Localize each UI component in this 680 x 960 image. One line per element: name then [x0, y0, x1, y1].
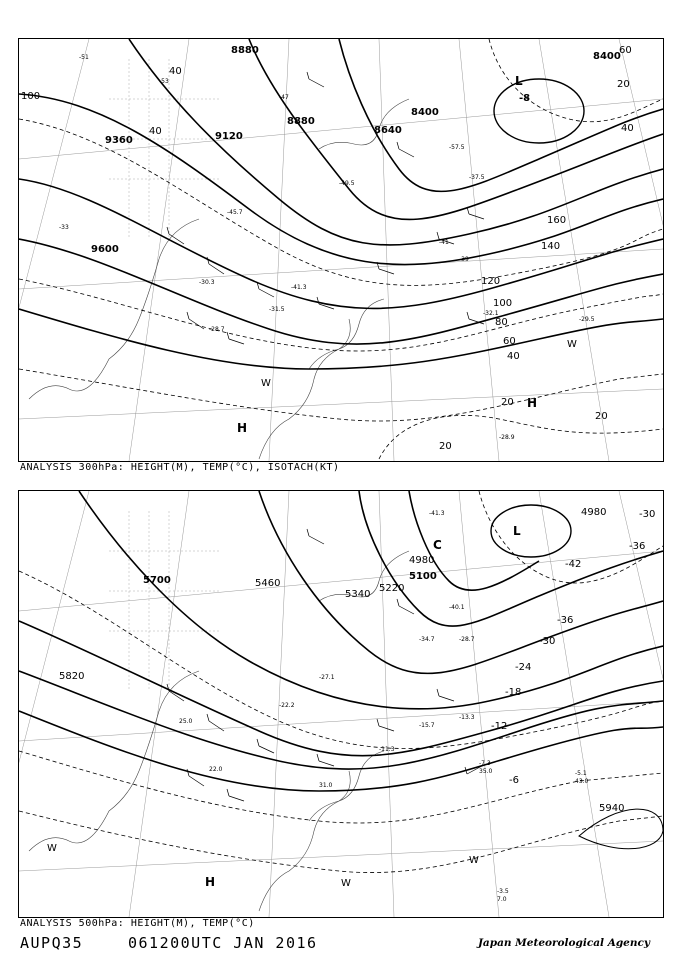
high-pressure-marker: H — [205, 875, 216, 889]
temp-value: -37.5 — [469, 174, 485, 181]
height-label: 5940 — [599, 803, 625, 814]
temp-value: -47 — [279, 94, 289, 101]
isotherm-label: -42 — [565, 559, 582, 570]
temp-value: -32.1 — [483, 310, 499, 317]
temp-value: -40.1 — [449, 604, 465, 611]
isotherm-label: -30 — [639, 509, 656, 520]
warm-marker: W — [567, 339, 577, 350]
isotherms-500 — [19, 491, 663, 873]
chart-time: 061200UTC JAN 2016 — [128, 934, 318, 952]
temp-value: -39 — [459, 256, 469, 263]
temp-value: -13.3 — [459, 714, 475, 721]
temp-value: -27.1 — [319, 674, 335, 681]
isotach-label: 60 — [503, 336, 516, 347]
isotach-label: 20 — [439, 441, 452, 452]
isotach-label: 100 — [21, 91, 41, 102]
height-label: 5340 — [345, 589, 371, 600]
isotach-label: 60 — [619, 45, 632, 56]
isotach-label: 20 — [501, 397, 514, 408]
map-300hpa-canvas — [19, 39, 663, 461]
isotach-label: 40 — [621, 123, 634, 134]
chart-id: AUPQ35 — [20, 934, 84, 952]
temp-value: -8 — [519, 93, 531, 104]
low-center-contour — [491, 505, 571, 557]
height-label: 5100 — [409, 571, 437, 582]
wind-barbs-500 — [167, 529, 482, 801]
height-label: 5220 — [379, 583, 405, 594]
temp-value: 22.0 — [209, 766, 223, 773]
height-label: 8640 — [374, 125, 402, 136]
temp-value: -28.7 — [459, 636, 475, 643]
temp-value: -11.3 — [379, 746, 395, 753]
temp-value: -3.5 — [497, 888, 509, 895]
height-label: 4980 — [409, 555, 435, 566]
temp-value: -49.5 — [339, 180, 355, 187]
temp-value: 31.0 — [319, 782, 333, 789]
height-label: 9120 — [215, 131, 243, 142]
height-contours-500 — [19, 491, 663, 791]
temp-value: -5.1 — [575, 770, 587, 777]
height-label: 9360 — [105, 135, 133, 146]
height-label: 4980 — [581, 507, 607, 518]
height-label: 8880 — [231, 45, 259, 56]
low-pressure-marker: L — [513, 524, 521, 538]
isotach-label: 20 — [595, 411, 608, 422]
isotach-label: 120 — [481, 276, 501, 287]
warm-marker: W — [47, 843, 57, 854]
isotach-label: 40 — [507, 351, 520, 362]
warm-marker: W — [341, 878, 351, 889]
map-panel-500hpa — [18, 490, 664, 918]
height-label: 8400 — [593, 51, 621, 62]
height-label: 9600 — [91, 244, 119, 255]
warm-marker: W — [469, 855, 479, 866]
map-500hpa-canvas — [19, 491, 663, 917]
temp-value: 35.0 — [479, 768, 493, 775]
isotach-label: 160 — [547, 215, 567, 226]
temp-value: -31.5 — [269, 306, 285, 313]
temp-value: -28.9 — [499, 434, 515, 441]
temp-value: -41.3 — [429, 510, 445, 517]
low-center-contour — [494, 79, 584, 143]
temp-value: -7.3 — [479, 760, 491, 767]
isotherm-label: -36 — [629, 541, 646, 552]
isotherm-label: -24 — [515, 662, 532, 673]
isotach-label: 100 — [493, 298, 513, 309]
temp-value: 43.0 — [575, 778, 589, 785]
isotach-label: 40 — [169, 66, 182, 77]
height-contours-300 — [19, 39, 663, 369]
height-label: 5700 — [143, 575, 171, 586]
warm-marker: W — [261, 378, 271, 389]
isotach-label: 80 — [495, 317, 508, 328]
temp-value: -22.2 — [279, 702, 295, 709]
graticule-500 — [19, 491, 663, 917]
temp-value: 7.0 — [497, 896, 507, 903]
caption-500hpa: ANALYSIS 500hPa: HEIGHT(M), TEMP(°C) — [20, 918, 255, 929]
isotherm-label: -36 — [557, 615, 574, 626]
isotach-label: 40 — [149, 126, 162, 137]
map-panel-300hpa — [18, 38, 664, 462]
temp-value: -53 — [159, 78, 169, 85]
temp-value: -29.5 — [579, 316, 595, 323]
height-label: 8880 — [287, 116, 315, 127]
high-pressure-marker: H — [237, 421, 248, 435]
isotherm-label: -12 — [491, 721, 508, 732]
temp-value: -41 — [439, 239, 449, 246]
isotherm-label: -30 — [539, 636, 556, 647]
cold-marker: C — [433, 538, 442, 552]
height-label: 5820 — [59, 671, 85, 682]
height-label: 8400 — [411, 107, 439, 118]
temp-value: -28.7 — [209, 326, 225, 333]
isotach-label: 140 — [541, 241, 561, 252]
temp-value: -15.7 — [419, 722, 435, 729]
temp-value: -34.7 — [419, 636, 435, 643]
low-pressure-marker: L — [515, 74, 523, 88]
temp-value: 25.0 — [179, 718, 193, 725]
height-label: 5460 — [255, 578, 281, 589]
temp-value: -41.3 — [291, 284, 307, 291]
temp-value: -51 — [79, 54, 89, 61]
isotherm-label: -18 — [505, 687, 522, 698]
caption-300hpa: ANALYSIS 300hPa: HEIGHT(M), TEMP(°C), ISOTACH(KT) — [20, 462, 340, 473]
isotherm-label: -6 — [509, 775, 519, 786]
temp-value: -30.3 — [199, 279, 215, 286]
temp-value: -57.5 — [449, 144, 465, 151]
temp-value: -45.7 — [227, 209, 243, 216]
temp-value: -33 — [59, 224, 69, 231]
agency-name: Japan Meteorological Agency — [477, 937, 650, 949]
high-pressure-marker: H — [527, 396, 538, 410]
isotach-label: 20 — [617, 79, 630, 90]
